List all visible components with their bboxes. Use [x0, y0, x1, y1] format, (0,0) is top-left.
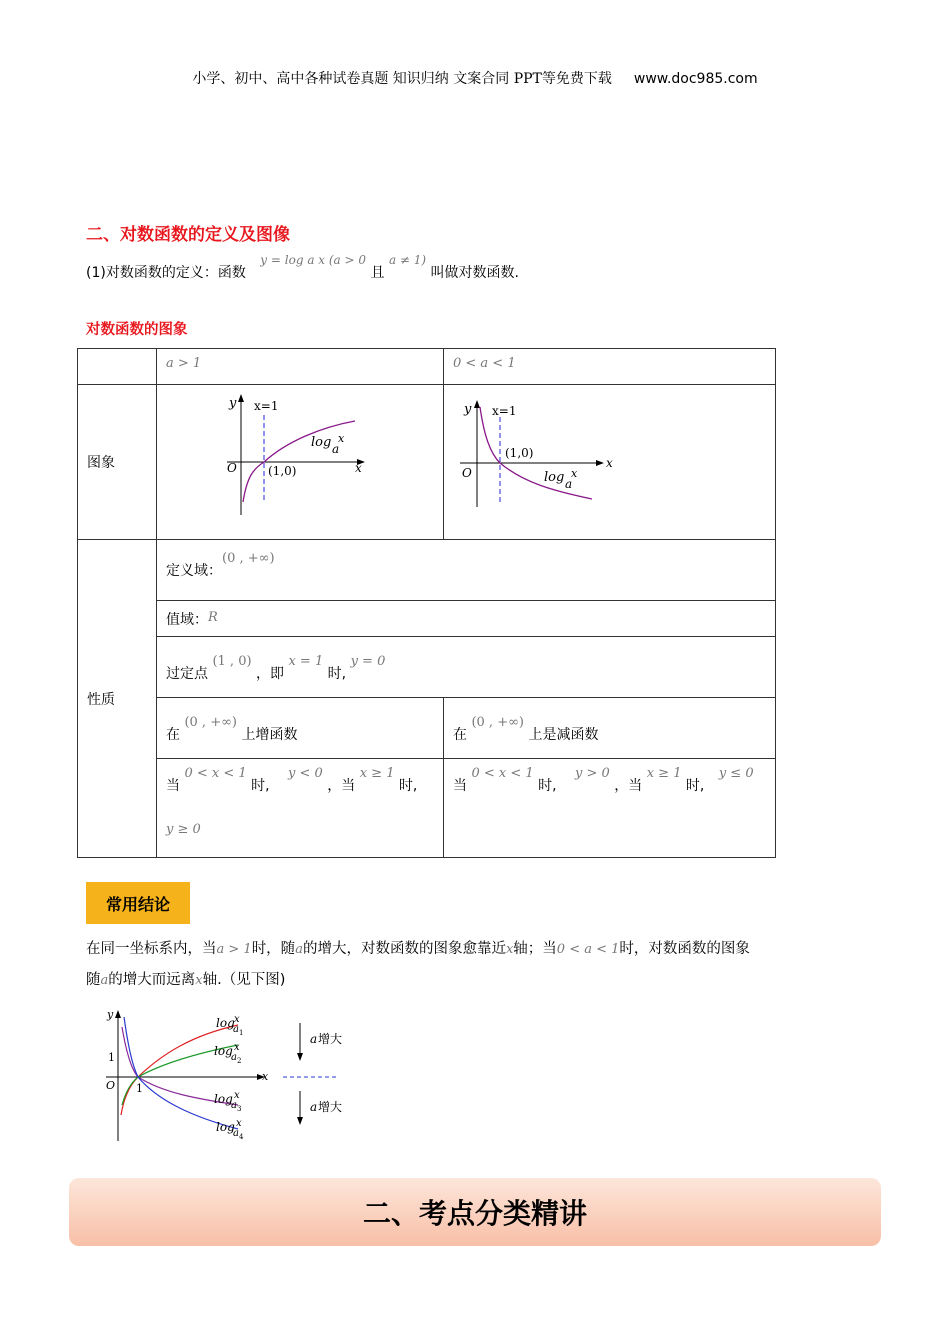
graph1-cell: [157, 385, 444, 540]
col1-text: a > 1: [166, 356, 202, 371]
fig-l3-xsup: x: [234, 1090, 240, 1101]
fig-l4-a: a: [233, 1128, 239, 1139]
fixed-text-b: ，即: [256, 666, 284, 682]
g1-curve-x: x: [338, 432, 345, 445]
fixed-point: (1 , 0): [212, 654, 252, 669]
decreasing-cell: [444, 698, 776, 759]
s2-val2: y ≤ 0: [718, 766, 754, 781]
fig-x-label: x: [262, 1070, 269, 1083]
fig-up-b: 增大: [318, 1032, 343, 1046]
sign-dec-cell: [444, 759, 776, 858]
dec-interval: (0 , +∞): [471, 715, 524, 730]
fixed-text-a: 过定点: [166, 666, 208, 682]
range-value: R: [208, 609, 218, 625]
dec-text-b: 上是减函数: [528, 727, 599, 743]
graph2-cell: [444, 385, 776, 540]
g1-y-arrow: [238, 394, 244, 402]
g2-point: (1,0): [505, 446, 534, 460]
s1-text-a: 当: [166, 778, 180, 794]
inc-interval: (0 , +∞): [184, 715, 237, 730]
multi-log-figure: [88, 1005, 358, 1145]
header-url[interactable]: www.doc985.com: [633, 71, 758, 87]
c1-d: 轴；当: [513, 941, 557, 957]
s2-text-a: 当: [453, 778, 467, 794]
s1-text-b: 时,: [251, 778, 270, 794]
c2-b: 的增大而远离: [108, 972, 196, 988]
inc-text-b: 上增函数: [241, 727, 298, 743]
range-label: 值域：: [166, 611, 208, 628]
fig-l2-xsup: x: [234, 1042, 240, 1053]
page-header: [0, 68, 950, 88]
conclusion-line-1: [86, 937, 750, 958]
col-header-a-gt-1: [157, 349, 444, 385]
g2-curve-x: x: [571, 467, 578, 480]
s1-cond2: x ≥ 1: [359, 766, 395, 781]
c1-b: 时，随: [251, 941, 296, 957]
inc-text-a: 在: [166, 727, 180, 743]
fig-arrow-down-head: [297, 1117, 303, 1125]
fig-up-a: a: [310, 1032, 318, 1046]
col-header-a-lt-1: [444, 349, 776, 385]
definition-formula: y = log a x (a > 0: [260, 253, 367, 267]
c1-c: 的增大，对数函数的图象愈靠近: [302, 941, 506, 957]
fig-y-label: y: [107, 1008, 114, 1021]
g1-curve-log: log: [311, 435, 332, 450]
graph-row-label: 图象: [78, 385, 157, 540]
g1-y-label: y: [229, 396, 237, 411]
s2-text-c: ，当: [614, 778, 643, 794]
corner-cell: [78, 349, 157, 385]
g2-y-label: y: [464, 402, 472, 417]
fig-curve-a4: [124, 1017, 238, 1129]
fig-one-y: 1: [108, 1051, 115, 1064]
fixed-point-cell: [157, 637, 776, 698]
fig-l4-xsup: x: [236, 1118, 242, 1129]
graph-increasing: [157, 385, 443, 535]
definition-cond: a ≠ 1): [388, 253, 427, 267]
s1-val1: y < 0: [288, 766, 323, 781]
c1-e: 时，对数函数的图象: [619, 941, 750, 957]
graph-title: 对数函数的图象: [86, 322, 188, 338]
c2-m1: a: [100, 973, 109, 988]
g1-origin: O: [227, 461, 237, 475]
props-row-label: 性质: [78, 540, 157, 858]
domain-label: 定义域：: [166, 563, 222, 579]
fig-l2-a: a: [231, 1052, 237, 1063]
fig-l1-xsup: x: [234, 1014, 240, 1025]
increasing-cell: [157, 698, 444, 759]
c1-m2: a: [295, 942, 303, 957]
s2-val1: y > 0: [575, 766, 610, 781]
domain-value: (0 , +∞): [222, 551, 275, 566]
s2-cond2: x ≥ 1: [646, 766, 682, 781]
g2-x-arrow: [596, 460, 604, 466]
c2-m2: x: [195, 973, 203, 988]
conclusion-badge: 常用结论: [86, 882, 190, 924]
g2-vline-label: x=1: [492, 404, 517, 418]
fig-one-x: 1: [136, 1082, 143, 1095]
definition-line: [86, 253, 519, 282]
domain-cell: [157, 540, 776, 601]
g1-x-label: x: [355, 461, 362, 475]
fig-l1-log: log: [216, 1016, 235, 1030]
fixed-x: x = 1: [288, 654, 324, 669]
fig-origin: O: [106, 1079, 116, 1092]
fig-l3-a: a: [231, 1100, 237, 1111]
g2-x-label: x: [606, 456, 613, 470]
c1-m4: 0 < a < 1: [556, 942, 620, 957]
section-title: 二、对数函数的定义及图像: [86, 225, 290, 245]
fixed-y: y = 0: [350, 654, 386, 669]
g1-point: (1,0): [268, 464, 297, 478]
fig-l4-log: log: [216, 1120, 235, 1134]
c1-a: 在同一坐标系内，当: [86, 941, 217, 957]
log-function-table: [77, 348, 776, 858]
g2-origin: O: [462, 466, 472, 480]
c1-m1: a > 1: [216, 942, 252, 957]
col2-text: 0 < a < 1: [453, 356, 516, 371]
fig-l3-sub: 3: [237, 1105, 242, 1113]
s1-val2: y ≥ 0: [166, 822, 201, 837]
fig-arrow-up-head: [297, 1053, 303, 1061]
range-cell: [157, 601, 776, 637]
g2-curve-log: log: [544, 470, 565, 485]
header-text: 小学、初中、高中各种试卷真题 知识归纳 文案合同 PPT等免费下载: [192, 71, 612, 87]
dec-text-a: 在: [453, 727, 467, 743]
g2-y-arrow: [474, 400, 480, 408]
s1-text-d: 时,: [398, 778, 418, 794]
fig-down-b: 增大: [318, 1100, 343, 1114]
fig-y-arrow: [115, 1010, 121, 1018]
s1-cond1: 0 < x < 1: [184, 766, 247, 781]
graph-decreasing: [444, 385, 775, 535]
c2-a: 随: [86, 972, 101, 988]
sign-inc-cell: [157, 759, 444, 858]
g1-vline-label: x=1: [254, 399, 279, 413]
definition-suffix: 叫做对数函数.: [430, 265, 519, 281]
s2-text-d: 时,: [685, 778, 705, 794]
fig-l3-log: log: [214, 1092, 233, 1106]
fig-l4-sub: 4: [239, 1133, 244, 1141]
s2-cond1: 0 < x < 1: [471, 766, 534, 781]
fig-l1-sub: 1: [239, 1029, 244, 1037]
section-banner: 二、考点分类精讲: [69, 1178, 881, 1246]
definition-and: 且: [370, 265, 385, 281]
g2-curve-a: a: [565, 477, 573, 491]
c1-m3: x: [505, 942, 514, 957]
g2-curve: [480, 407, 592, 499]
s2-text-b: 时,: [538, 778, 557, 794]
fig-l2-sub: 2: [237, 1057, 242, 1065]
g1-curve-a: a: [332, 442, 340, 456]
conclusion-line-2: [86, 968, 285, 989]
fixed-text-c: 时,: [327, 666, 347, 682]
s1-text-c: ，当: [327, 778, 356, 794]
fig-l1-a: a: [233, 1024, 239, 1035]
fig-down-a: a: [310, 1100, 318, 1114]
definition-prefix: (1)对数函数的定义：函数: [86, 265, 246, 281]
fig-l2-log: log: [214, 1044, 233, 1058]
c2-c: 轴.（见下图): [202, 972, 286, 988]
